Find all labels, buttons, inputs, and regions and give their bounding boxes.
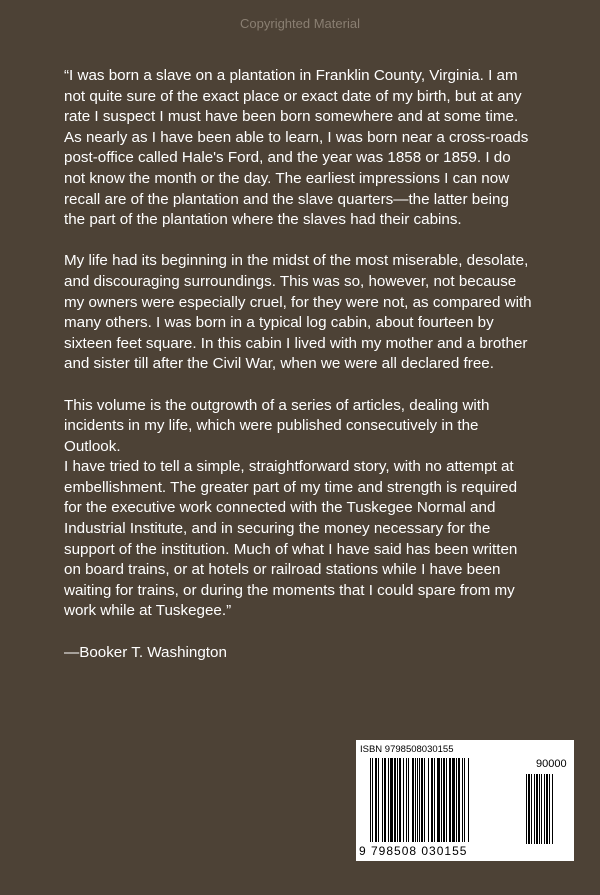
paragraph-3: This volume is the outgrowth of a series of articles, dealing with incidents in my life, which were published consecutively in the Outlook. bbox=[64, 396, 490, 455]
barcode-digits: 9 798508 030155 bbox=[359, 844, 468, 858]
isbn-label: ISBN 9798508030155 bbox=[360, 744, 454, 755]
price-code: 90000 bbox=[536, 758, 567, 770]
paragraph-1: “I was born a slave on a plantation in Franklin County, Virginia. I am not quite sure of the exact place or exact date of my birth, but at any rate I suspect I must have been born somewhere and at some time. As nearly as I have been able to learn, I was born near a cross-roads post-office called Hale's Ford, and the year was 1858 or 1859. I do not know the month or the day. The earliest impressions I can now recall are of the plantation and the slave quarters—the latter being the part of the plantation where the slaves had their cabins. bbox=[64, 67, 529, 229]
copyright-watermark: Copyrighted Material bbox=[240, 16, 360, 31]
author-signature: —Booker T. Washington bbox=[64, 643, 227, 661]
paragraph-2: My life had its beginning in the midst of the most miserable, desolate, and discouraging surroundings. This was so, however, not because my owners were especially cruel, for they were not, as compared with many others. I was born in a typical log cabin, about fourteen by sixteen feet square. In this cabin I lived with my mother and a brother and sister till after the Civil War, when we were all declared free. bbox=[64, 252, 532, 373]
back-cover-text bbox=[64, 66, 534, 678]
paragraph-4: I have tried to tell a simple, straightforward story, with no attempt at embellishment. The greater part of my time and strength is required for the executive work connected with the Tuskegee Normal and Industrial Institute, and in securing the money necessary for the support of the institution. Much of what I have said has been written on board trains, or at hotels or railroad stations while I have been waiting for trains, or during the moments that I could spare from my work while at Tuskegee.” bbox=[64, 458, 518, 620]
isbn-barcode bbox=[356, 740, 574, 861]
